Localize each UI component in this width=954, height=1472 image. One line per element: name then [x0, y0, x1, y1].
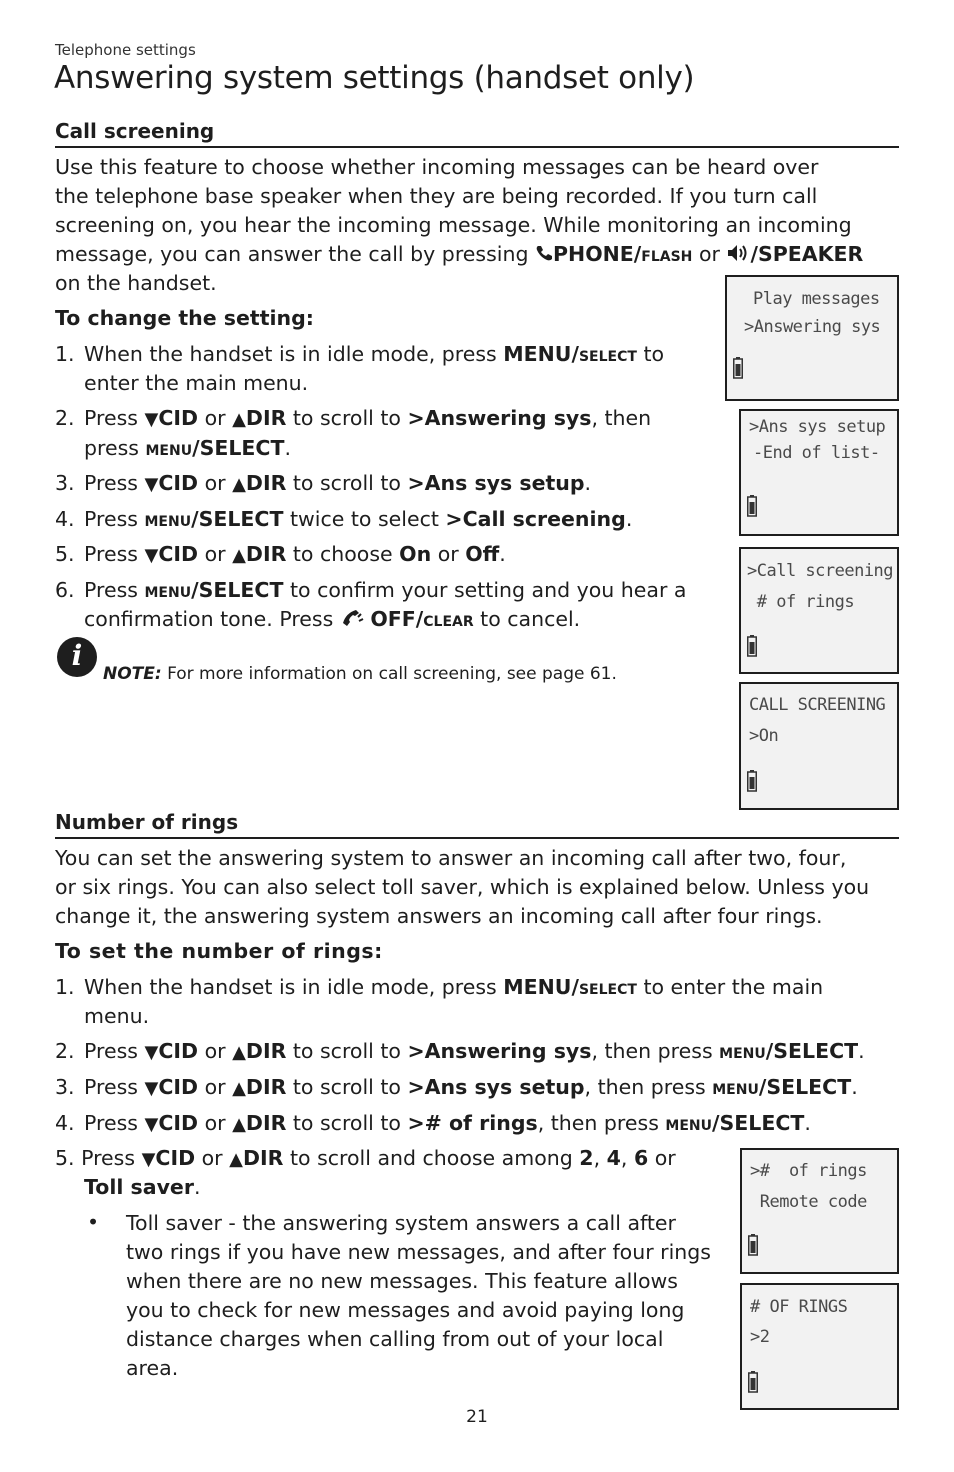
- up-arrow-icon: ▲: [229, 1149, 243, 1170]
- down-arrow-icon: ▼: [144, 1114, 159, 1135]
- page-title: Answering system settings (handset only): [54, 60, 695, 96]
- call-screening-heading: Call screening: [55, 119, 215, 143]
- down-arrow-icon: ▼: [144, 474, 159, 495]
- battery-icon: [733, 357, 743, 379]
- down-arrow-icon: ▼: [144, 409, 159, 430]
- page-number: 21: [466, 1407, 488, 1427]
- speaker-icon: [726, 243, 750, 263]
- up-arrow-icon: ▲: [232, 474, 246, 495]
- battery-icon: [747, 770, 757, 792]
- rings-step-4: 4. Press ▼CID or ▲DIR to scroll to ># of rings, then press menu/SELECT.: [55, 1111, 811, 1135]
- section-label: Telephone settings: [55, 41, 196, 59]
- battery-icon: [747, 635, 757, 657]
- up-arrow-icon: ▲: [232, 409, 246, 430]
- down-arrow-icon: ▼: [144, 1078, 159, 1099]
- section-rule: [55, 146, 899, 148]
- change-setting-subheading: To change the setting:: [55, 306, 315, 330]
- lcd-screen-call-screening-on: CALL SCREENING >On: [739, 682, 899, 810]
- cs-step-3: 3. Press ▼CID or ▲DIR to scroll to >Ans sys setup.: [55, 471, 592, 495]
- rings-step-1: 1. When the handset is in idle mode, press MENU/select to enter the main menu.: [55, 975, 824, 1028]
- call-screening-intro: Use this feature to choose whether incoming messages can be heard over the telephone base speaker when they are being recorded. If you turn call screening on, you hear the incoming message. While monitoring an incoming message, you can answer the call by pressing PHONE/flash or /SPEAKER on the handset.: [55, 155, 864, 295]
- rings-step-2: 2. Press ▼CID or ▲DIR to scroll to >Answering sys, then press menu/SELECT.: [55, 1039, 865, 1063]
- up-arrow-icon: ▲: [232, 1114, 246, 1135]
- lcd-screen-ans-sys-setup: >Ans sys setup -End of list-: [739, 409, 899, 536]
- battery-icon: [747, 495, 757, 517]
- up-arrow-icon: ▲: [232, 545, 246, 566]
- off-phone-icon: [340, 607, 364, 627]
- number-of-rings-intro: You can set the answering system to answer an incoming call after two, four, or six rings. You can also select toll saver, which is explained below. Unless you change it, the answering system answers an incoming call after four rings.: [55, 846, 870, 928]
- info-icon: i: [57, 637, 97, 677]
- battery-icon: [748, 1234, 758, 1256]
- cs-step-5: 5. Press ▼CID or ▲DIR to choose On or Off.: [55, 542, 506, 566]
- down-arrow-icon: ▼: [144, 1042, 159, 1063]
- lcd-screen-num-rings: ># of rings Remote code: [740, 1148, 899, 1274]
- down-arrow-icon: ▼: [144, 545, 159, 566]
- rings-step-3: 3. Press ▼CID or ▲DIR to scroll to >Ans sys setup, then press menu/SELECT.: [55, 1075, 858, 1099]
- section-rule: [55, 837, 899, 839]
- cs-step-4: 4. Press menu/SELECT twice to select >Call screening.: [55, 507, 633, 531]
- number-of-rings-heading: Number of rings: [55, 810, 239, 834]
- set-rings-subheading: To set the number of rings:: [55, 939, 383, 963]
- lcd-screen-play-messages: Play messages >Answering sys: [725, 275, 899, 401]
- battery-icon: [748, 1371, 758, 1393]
- up-arrow-icon: ▲: [232, 1078, 246, 1099]
- lcd-screen-num-rings-2: # OF RINGS >2: [740, 1283, 899, 1410]
- up-arrow-icon: ▲: [232, 1042, 246, 1063]
- cs-step-2: 2. Press ▼CID or ▲DIR to scroll to >Answering sys, then press menu/SELECT.: [55, 406, 652, 460]
- cs-step-6: 6. Press menu/SELECT to confirm your setting and you hear a confirmation tone. Press OFF/clear to cancel.: [55, 578, 687, 631]
- lcd-screen-call-screening: >Call screening # of rings: [739, 547, 899, 674]
- toll-saver-bullet: Toll saver - the answering system answers a call after two rings if you have new messages, and after four rings when there are no new messages. This feature allows you to check for new messages and avoid paying long distance charges when calling from out of your local area.: [126, 1211, 711, 1380]
- bullet: •: [87, 1210, 100, 1234]
- phone-icon: [535, 244, 553, 262]
- down-arrow-icon: ▼: [141, 1149, 156, 1170]
- rings-step-5: 5. Press ▼CID or ▲DIR to scroll and choose among 2, 4, 6 or Toll saver.: [55, 1146, 676, 1199]
- note: NOTE: For more information on call screening, see page 61.: [103, 664, 617, 684]
- cs-step-1: 1. When the handset is in idle mode, press MENU/select to enter the main menu.: [55, 342, 665, 395]
